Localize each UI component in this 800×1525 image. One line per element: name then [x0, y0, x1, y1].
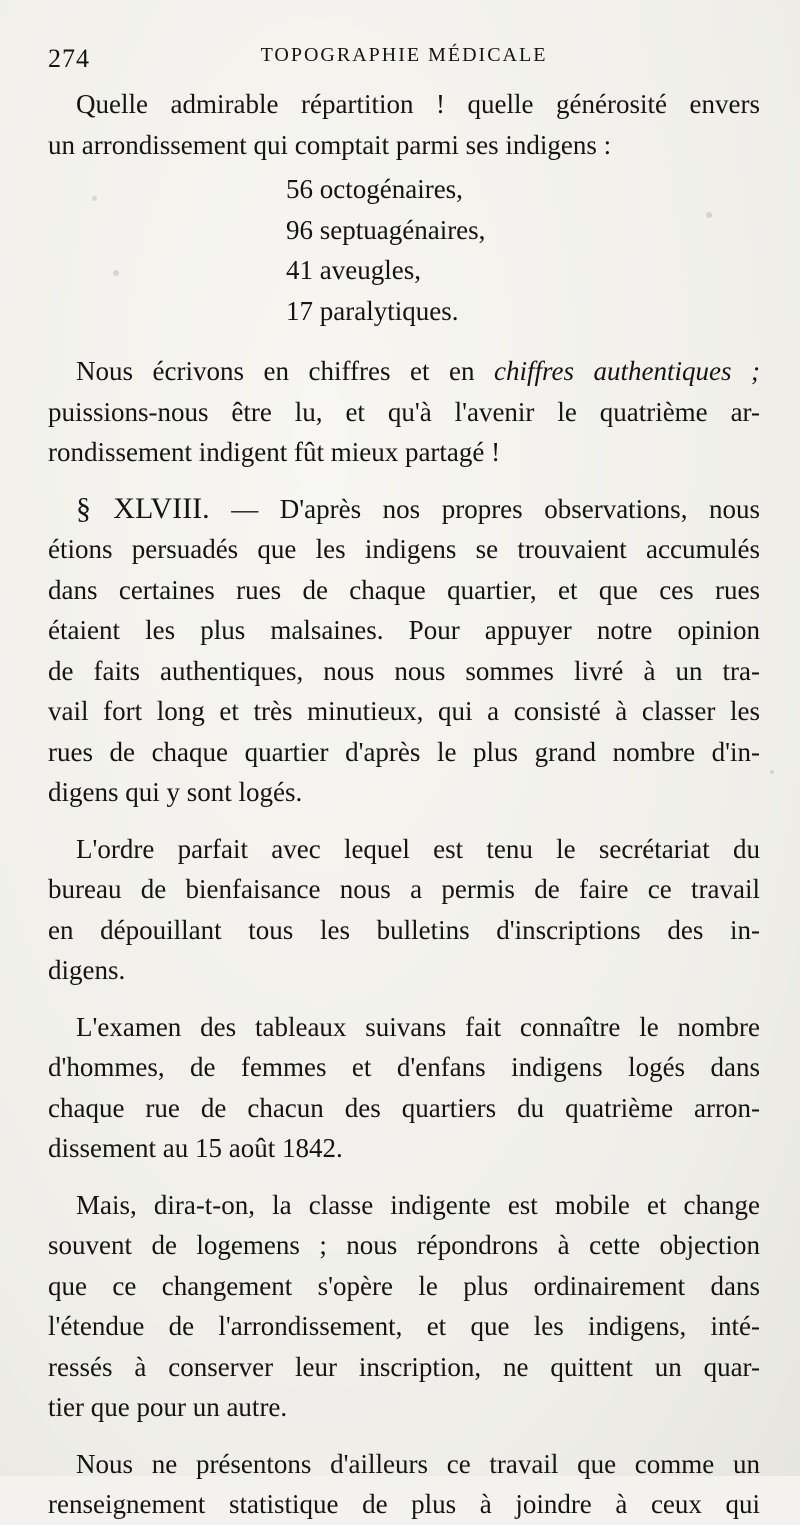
- text-line: renseignement statistique de plus à joindre à ceux qui: [48, 1489, 760, 1519]
- list-item: 17 paralytiques.: [286, 295, 459, 326]
- text-line: un arrondissement qui comptait parmi ses indigens :: [48, 129, 612, 160]
- text-line: [48, 489, 760, 530]
- print-speck: [770, 770, 774, 774]
- text-line: digens.: [48, 955, 126, 985]
- body-text: [48, 84, 760, 1525]
- text-line: Nous ne présentons d'ailleurs ce travail que comme un: [76, 1448, 760, 1479]
- text-line: rues de chaque quartier d'après le plus grand nombre d'in-: [48, 736, 760, 767]
- text-line: ressés à conserver leur inscription, ne quittent un quar-: [48, 1351, 760, 1382]
- running-head: [48, 40, 760, 80]
- paragraph-6: [48, 1444, 760, 1525]
- text-line: digens qui y sont logés.: [48, 777, 303, 807]
- paragraph-3: [48, 829, 760, 991]
- text-line: étions persuadés que les indigens se trouvaient accumulés: [48, 534, 760, 564]
- paragraph-4: [48, 1007, 760, 1169]
- text-line: d'hommes, de femmes et d'enfans indigens logés dans: [48, 1052, 760, 1082]
- text-line: Quelle admirable répartition ! quelle générosité envers: [76, 89, 760, 119]
- text-line: étaient les plus malsaines. Pour appuyer notre opinion: [48, 615, 760, 645]
- text-line: bureau de bienfaisance nous a permis de faire ce travail: [48, 874, 760, 904]
- text-line: Mais, dira-t-on, la classe indigente est mobile et change: [76, 1189, 760, 1220]
- text-line: dans certaines rues de chaque quartier, et que ces rues: [48, 574, 760, 605]
- text-line: chaque rue de chacun des quartiers du quatrième arron-: [48, 1092, 760, 1123]
- text-run: — D'après nos propres observations, nous: [209, 493, 760, 524]
- text-line: [48, 351, 760, 392]
- intro-paragraph: [48, 84, 760, 165]
- text-line: tier que pour un autre.: [48, 1392, 288, 1422]
- list-item: 96 septuagénaires,: [286, 214, 486, 245]
- list-item: 41 aveugles,: [286, 255, 421, 285]
- text-line: que ce changement s'opère le plus ordinairement dans: [48, 1270, 760, 1301]
- indigent-list: [48, 169, 760, 331]
- text-line: souvent de logemens ; nous répondrons à cette objection: [48, 1230, 760, 1260]
- paragraph-1: [48, 351, 760, 473]
- section-heading: § XLVIII.: [76, 491, 210, 525]
- text-line: puissions-nous être lu, et qu'à l'avenir le quatrième ar-: [48, 396, 760, 427]
- text-line: en dépouillant tous les bulletins d'inscriptions des in-: [48, 914, 760, 945]
- running-title: TOPOGRAPHIE MÉDICALE: [260, 44, 548, 66]
- text-run: Nous écrivons en chiffres et en: [76, 356, 494, 386]
- paragraph-5: [48, 1185, 760, 1428]
- text-line: l'étendue de l'arrondissement, et que les indigens, inté-: [48, 1311, 760, 1341]
- paragraph-2: [48, 489, 760, 813]
- text-line: rondissement indigent fût mieux partagé !: [48, 437, 501, 467]
- page-number: 274: [48, 44, 90, 73]
- text-line: de faits authentiques, nous nous sommes livré à un tra-: [48, 655, 760, 686]
- text-line: dissement au 15 août 1842.: [48, 1133, 343, 1163]
- text-line: L'examen des tableaux suivans fait connaître le nombre: [76, 1011, 760, 1042]
- emphasis-text: chiffres authentiques ;: [494, 356, 760, 386]
- text-line: vail fort long et très minutieux, qui a consisté à classer les: [48, 696, 760, 726]
- text-line: L'ordre parfait avec lequel est tenu le secrétariat du: [76, 833, 760, 864]
- list-item: 56 octogénaires,: [286, 174, 463, 204]
